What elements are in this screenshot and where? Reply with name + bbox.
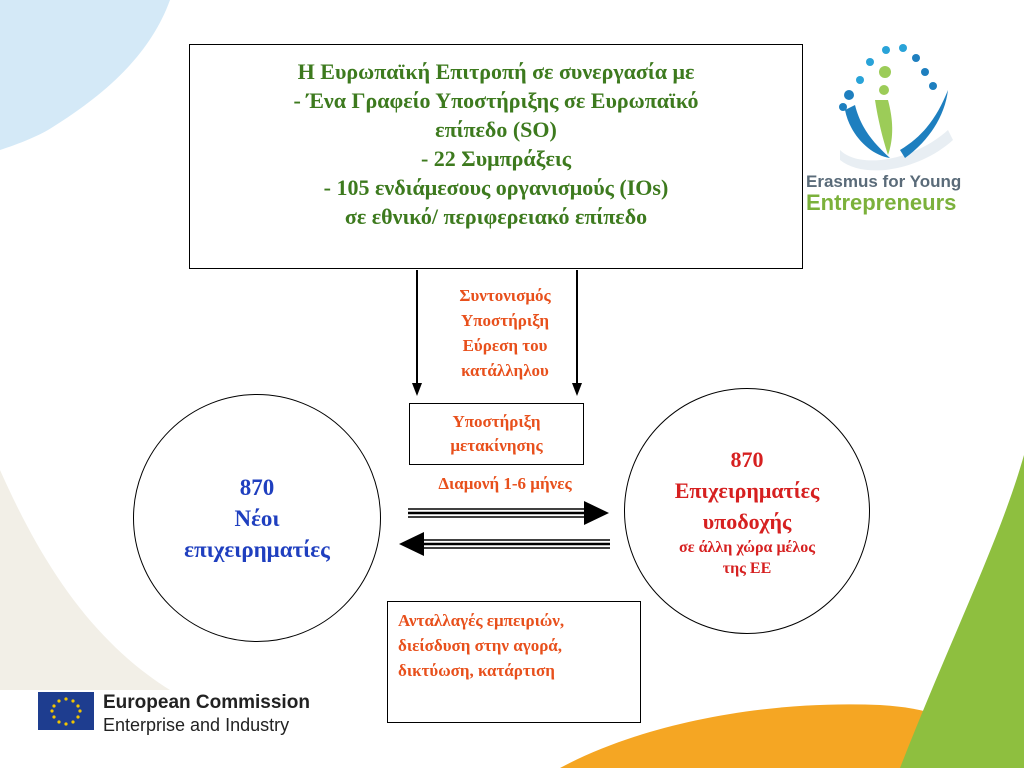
relocation-line-2: μετακίνησης bbox=[450, 436, 543, 455]
top-box-line-2: - Ένα Γραφείο Υποστήριξης σε Ευρωπαϊκό bbox=[293, 88, 699, 113]
relocation-line-1: Υποστήριξη bbox=[452, 412, 541, 431]
top-text-box bbox=[189, 44, 803, 269]
exchange-line-2: διείσδυση στην αγορά, bbox=[398, 636, 563, 655]
european-commission-logo-text bbox=[103, 692, 310, 736]
ec-logo-line-1: European Commission bbox=[103, 692, 310, 713]
host-entrepreneurs-count: 870 bbox=[730, 446, 764, 472]
coordination-line-4: κατάλληλου bbox=[461, 361, 549, 380]
eu-flag-icon bbox=[38, 692, 94, 730]
arrow-right-double bbox=[408, 501, 609, 525]
arrowhead-down-left bbox=[412, 383, 422, 396]
host-note-line-1: σε άλλη χώρα μέλος bbox=[679, 538, 815, 556]
top-left-blue-swoosh bbox=[0, 0, 170, 150]
ec-logo-line-2: Enterprise and Industry bbox=[103, 715, 290, 735]
new-entrepreneurs-line-2: επιχειρηματίες bbox=[184, 536, 330, 562]
top-box-line-4: - 22 Συμπράξεις bbox=[420, 146, 571, 171]
host-entrepreneurs-line-2: υποδοχής bbox=[702, 508, 792, 534]
exchange-benefits-box bbox=[387, 601, 641, 723]
exchange-line-1: Ανταλλαγές εμπειριών, bbox=[398, 611, 565, 630]
coordination-label bbox=[425, 283, 585, 383]
stay-duration-label: Διαμονή 1-6 μήνες bbox=[438, 474, 572, 493]
top-box-line-5: - 105 ενδιάμεσους οργανισμούς (IOs) bbox=[323, 175, 669, 200]
coordination-line-3: Εύρεση του bbox=[462, 336, 548, 355]
host-entrepreneurs-circle bbox=[624, 388, 870, 634]
new-entrepreneurs-count: 870 bbox=[239, 474, 275, 500]
host-entrepreneurs-line-1: Επιχειρηματίες bbox=[674, 477, 820, 503]
arrowhead-down-right bbox=[572, 383, 582, 396]
coordination-line-1: Συντονισμός bbox=[459, 286, 551, 305]
top-box-line-3: επίπεδο (SO) bbox=[435, 117, 557, 142]
coordination-line-2: Υποστήριξη bbox=[460, 311, 550, 330]
relocation-support-box bbox=[409, 403, 584, 465]
erasmus-logo-line-1: Erasmus for Young bbox=[806, 172, 962, 191]
arrow-left-double bbox=[399, 532, 610, 556]
top-box-line-6: σε εθνικό/ περιφερειακό επίπεδο bbox=[344, 204, 648, 229]
erasmus-logo-text bbox=[806, 172, 991, 215]
host-note-line-2: της ΕΕ bbox=[722, 559, 772, 577]
erasmus-logo-graphic bbox=[839, 44, 953, 170]
erasmus-logo-line-2: Entrepreneurs bbox=[806, 190, 957, 215]
new-entrepreneurs-circle bbox=[133, 394, 381, 642]
new-entrepreneurs-line-1: Νέοι bbox=[234, 505, 280, 531]
top-box-line-1: Η Ευρωπαϊκή Επιτροπή σε συνεργασία με bbox=[297, 59, 695, 84]
exchange-line-3: δικτύωση, κατάρτιση bbox=[398, 661, 555, 680]
